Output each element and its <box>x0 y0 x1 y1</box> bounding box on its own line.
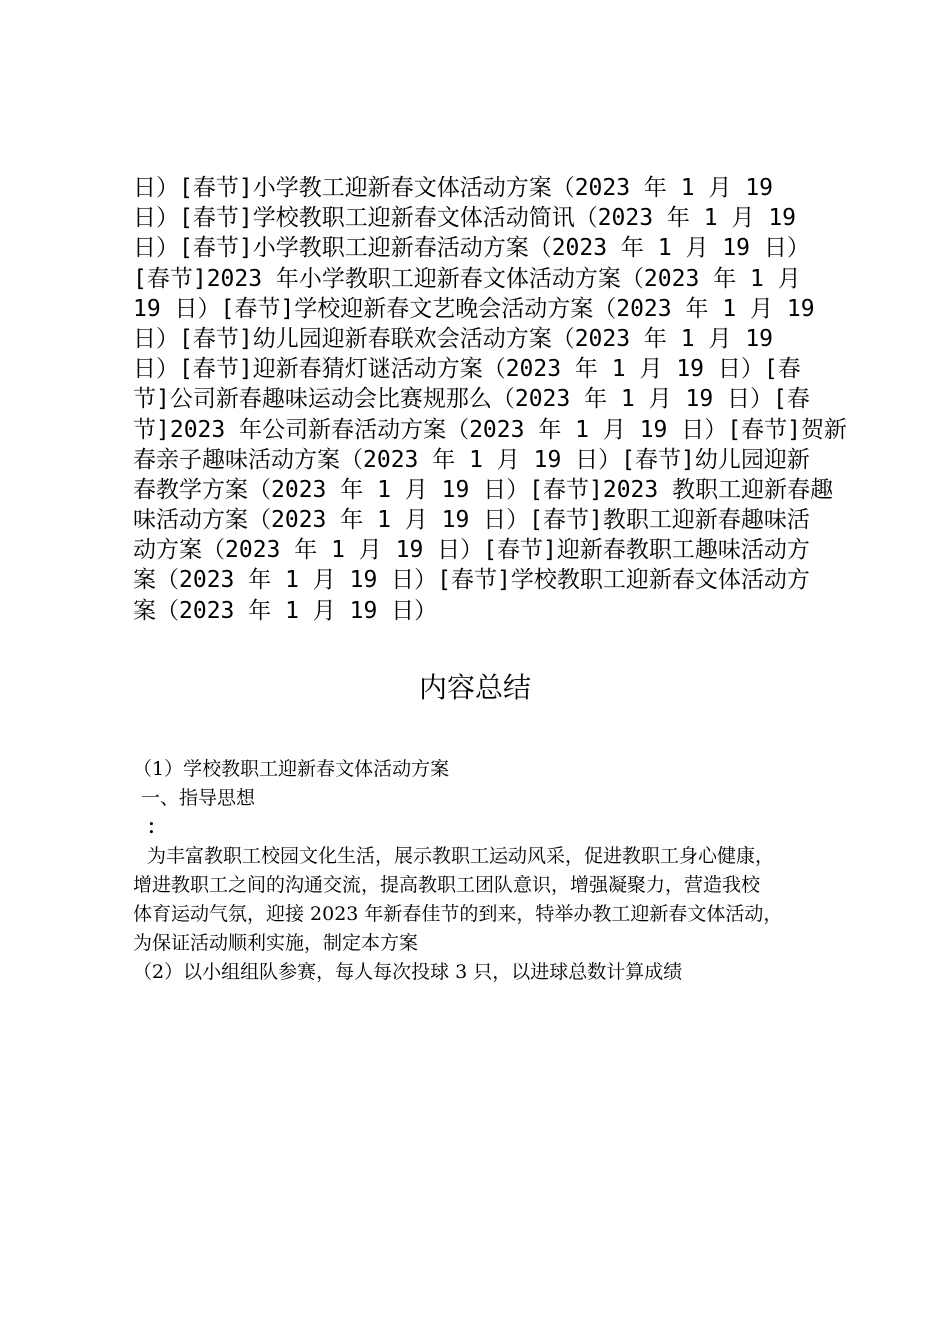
related-link-line: [春节]2023 年小学教职工迎新春文体活动方案（2023 年 1 月 <box>133 265 801 292</box>
related-link-line: 案（2023 年 1 月 19 日）[春节]学校教职工迎新春文体活动方 <box>133 567 810 594</box>
related-link-line: 动方案（2023 年 1 月 19 日）[春节]迎新春教职工趣味活动方 <box>133 537 810 564</box>
related-link-line: 19 日）[春节]学校迎新春文艺晚会活动方案（2023 年 1 月 19 <box>133 295 815 322</box>
related-link-line: 节]公司新春趣味运动会比赛规那么（2023 年 1 月 19 日）[春 <box>133 386 810 413</box>
related-link-line: 日）[春节]迎新春猜灯谜活动方案（2023 年 1 月 19 日）[春 <box>133 356 801 383</box>
related-link-line: 日）[春节]小学教职工迎新春活动方案（2023 年 1 月 19 日） <box>133 235 810 262</box>
related-link-line: 节]2023 年公司新春活动方案（2023 年 1 月 19 日）[春节]贺新 <box>133 416 847 443</box>
summary-item-2: （2）以小组组队参赛，每人每次投球 3 只，以进球总数计算成绩 <box>133 961 683 983</box>
related-link-line: 日）[春节]幼儿园迎新春联欢会活动方案（2023 年 1 月 19 <box>133 325 774 352</box>
related-link-line: 案（2023 年 1 月 19 日） <box>133 597 438 624</box>
summary-paragraph-line: 为丰富教职工校园文化生活，展示教职工运动风采，促进教职工身心健康， <box>147 845 775 867</box>
summary-heading: 一、指导思想 <box>141 787 256 809</box>
related-link-line: 味活动方案（2023 年 1 月 19 日）[春节]教职工迎新春趣味活 <box>133 507 810 534</box>
related-link-line: 春亲子趣味活动方案（2023 年 1 月 19 日）[春节]幼儿园迎新 <box>133 446 810 473</box>
summary-colon: ： <box>147 816 167 838</box>
summary-paragraph-line: 增进教职工之间的沟通交流，提高教职工团队意识，增强凝聚力，营造我校 <box>133 874 761 896</box>
related-link-line: 春教学方案（2023 年 1 月 19 日）[春节]2023 教职工迎新春趣 <box>133 476 834 503</box>
summary-paragraph-line: 体育运动气氛，迎接 2023 年新春佳节的到来，特举办教工迎新春文体活动， <box>133 903 783 925</box>
summary-paragraph-line: 为保证活动顺利实施，制定本方案 <box>133 932 419 954</box>
related-links-block <box>133 173 847 626</box>
related-link-line: 日）[春节]小学教工迎新春文体活动方案（2023 年 1 月 19 <box>133 175 774 201</box>
related-link-line: 日）[春节]学校教职工迎新春文体活动简讯（2023 年 1 月 19 <box>133 205 797 232</box>
summary-body <box>133 755 833 987</box>
summary-title: 内容总结 <box>418 671 531 704</box>
summary-item-1: （1）学校教职工迎新春文体活动方案 <box>133 758 450 780</box>
